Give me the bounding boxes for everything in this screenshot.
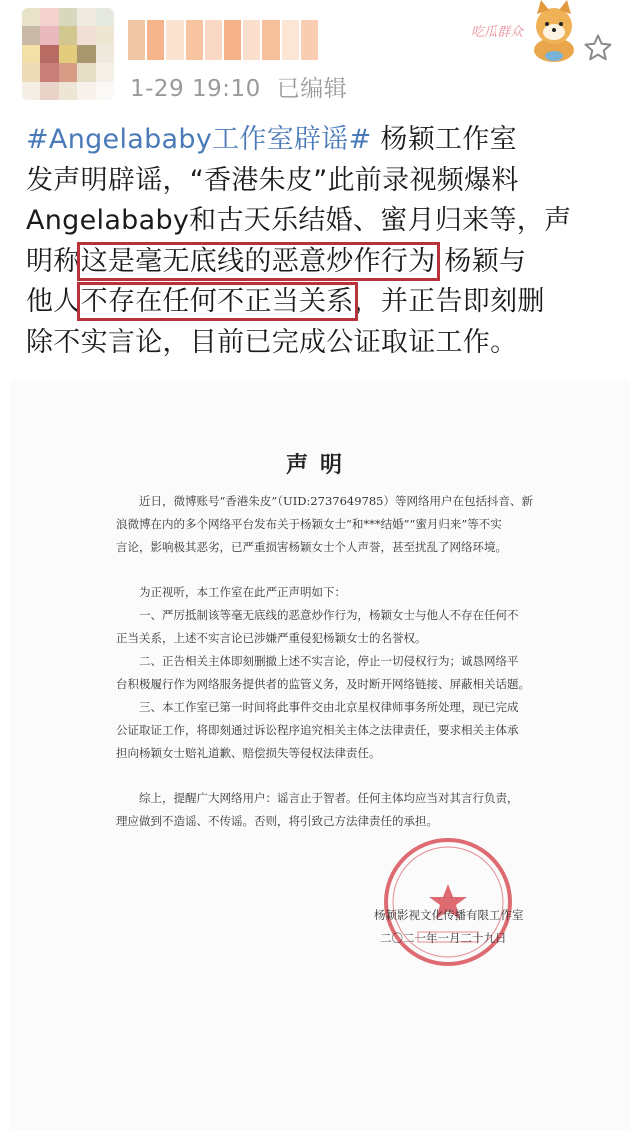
document-line: 理应做到不造谣、不传谣。否则，将引致己方法律责任的承担。 <box>116 814 438 828</box>
document-line: 综上，提醒广大网络用户：谣言止于智者。任何主体均应当对其言行负责， <box>116 791 519 805</box>
post-meta <box>130 70 347 103</box>
document-line: 一、严厉抵制该等毫无底线的恶意炒作行为，杨颖女士与他人不存在任何不 <box>116 608 519 622</box>
post-text-segment: ，并正告即刻删 <box>353 286 545 317</box>
highlighted-phrase: 不存在任何不正当关系 <box>80 286 354 317</box>
post-text-segment: 杨颖与 <box>435 245 527 277</box>
document-line: 三、本工作室已第一时间将此事件交由北京星权律师事务所处理，现已完成 <box>116 700 519 714</box>
document-line: 公证取证工作，将即刻通过诉讼程序追究相关主体之法律责任，要求相关主体承 <box>116 723 519 737</box>
group-badge: 吃瓜群众 <box>470 25 523 40</box>
document-line: 浪微博在内的多个网络平台发布关于杨颖女士“和***结婚”“蜜月归来”等不实 <box>116 517 502 531</box>
avatar[interactable] <box>22 8 114 100</box>
hashtag-link[interactable]: #Angelababy工作室辟谣# <box>26 124 372 155</box>
statement-document-image[interactable] <box>10 380 630 1130</box>
post-line: 发声明辟谣，“香港朱皮”此前录视频爆料 <box>26 164 519 196</box>
highlighted-phrase: 这是毫无底线的恶意炒作行为 <box>80 245 436 277</box>
post-text-segment: 杨颖工作室 <box>371 124 517 155</box>
document-signature <box>374 904 524 950</box>
document-line: 二、正告相关主体即刻删撤上述不实言论，停止一切侵权行为；诚恳网络平 <box>116 654 519 668</box>
favorite-button[interactable] <box>578 28 618 68</box>
post-line: 除不实言论，目前已完成公证取证工作。 <box>26 326 518 358</box>
document-line: 台积极履行作为网络服务提供者的监管义务，及时断开网络链接、屏蔽相关话题。 <box>116 677 530 691</box>
post-text-segment: 明称 <box>26 245 81 277</box>
official-seal-icon <box>378 832 518 972</box>
post-line <box>26 242 618 283</box>
shiba-dog-icon <box>525 0 583 64</box>
post-content <box>26 120 618 363</box>
date-line: 二〇二一年一月二十九日 <box>380 931 507 945</box>
document-line: 近日，微博账号“香港朱皮”（UID:2737649785）等网络用户在包括抖音、新 <box>116 494 534 508</box>
document-line: 担向杨颖女士赔礼道歉、赔偿损失等侵权法律责任。 <box>116 746 381 760</box>
signature-line: 杨颖影视文化传播有限工作室 <box>374 908 524 922</box>
document-body <box>116 490 566 833</box>
document-title: 声明 <box>285 452 354 478</box>
document-line: 为正视听，本工作室在此严正声明如下： <box>116 585 346 599</box>
post-timestamp: 1-29 19:10 <box>130 76 261 102</box>
post-header <box>0 0 640 115</box>
document-line: 言论，影响极其恶劣，已严重损害杨颖女士个人声誉，甚至扰乱了网络环境。 <box>116 540 507 554</box>
document-line: 正当关系，上述不实言论已涉嫌严重侵犯杨颖女士的名誉权。 <box>116 631 427 645</box>
post-line: Angelababy和古天乐结婚、蜜月归来等，声 <box>26 205 572 236</box>
edited-label: 已编辑 <box>276 76 348 102</box>
post-line <box>26 282 618 323</box>
username-pixelated[interactable] <box>128 20 318 60</box>
post-text-segment: 他人 <box>26 286 81 317</box>
post-line <box>26 120 618 161</box>
star-icon <box>583 33 613 63</box>
